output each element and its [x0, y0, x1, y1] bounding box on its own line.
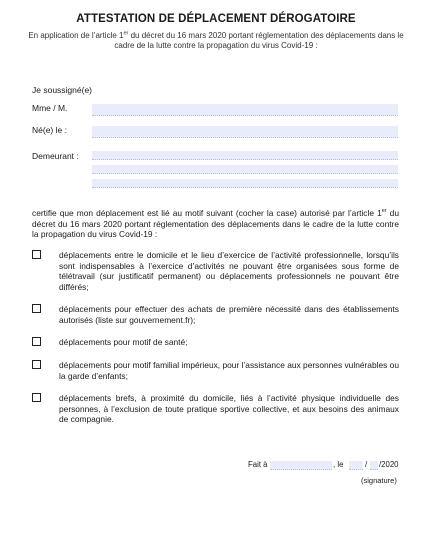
option-exercise-label: déplacements brefs, à proximité du domicile, liés à l’activité physique individuelle des personnes, à l’exclusion de toute pratique sportive collective, et aux besoins des animaux de compagnie. [59, 393, 399, 424]
subtitle-text: En application de l’article 1 [28, 31, 124, 40]
soussigne-label: Je soussigné(e) [32, 85, 93, 95]
option-purchases-label: déplacements pour effectuer des achats de première nécessité dans des établissements autorisés (liste sur gouvernement.fr); [59, 304, 399, 325]
birth-date-field[interactable] [92, 126, 398, 138]
place-field[interactable] [270, 461, 332, 470]
document-subtitle [28, 31, 404, 51]
day-field[interactable] [349, 461, 363, 470]
name-field[interactable] [92, 104, 398, 116]
certify-text-end: du décret du 16 mars 2020 portant réglementation des déplacements dans le cadre de la lutte contre la propagation du virus Covid-19 : [32, 208, 399, 239]
option-health-label: déplacements pour motif de santé; [59, 337, 188, 347]
checkbox-family[interactable] [32, 360, 41, 369]
checkbox-exercise[interactable] [32, 393, 41, 402]
date-separator: / [365, 460, 368, 469]
subtitle-text-end: du décret du 16 mars 2020 portant réglementation des déplacements dans le cadre de la lutte contre la propagation du virus Covid-19 : [114, 31, 404, 50]
month-field[interactable] [370, 461, 378, 470]
address-field-line-3[interactable] [92, 179, 398, 188]
address-field-line-1[interactable] [92, 151, 398, 160]
subtitle-superscript: er [123, 30, 129, 37]
address-field-line-2[interactable] [92, 165, 398, 174]
birth-date-label: Né(e) le : [32, 125, 67, 135]
address-label: Demeurant : [32, 151, 79, 161]
certify-superscript: er [381, 208, 387, 215]
checkbox-health[interactable] [32, 337, 41, 346]
name-label: Mme / M. [32, 103, 68, 113]
checkbox-professional[interactable] [32, 250, 41, 259]
certify-paragraph [32, 208, 399, 240]
year-label: /2020 [379, 460, 399, 469]
option-family-label: déplacements pour motif familial impérieux, pour l’assistance aux personnes vulnérables ou la garde d’enfants; [59, 360, 399, 381]
option-professional-label: déplacements entre le domicile et le lieu d’exercice de l’activité professionnelle, lorsqu’ils sont indispensables à l’exercice d’activités ne pouvant être organisées sous forme de télétravail (sur justificatif permanent) ou déplacements professionnels ne pouvant être différés; [59, 250, 399, 292]
certify-text: certifie que mon déplacement est lié au motif suivant (cocher la case) autorisé par l’article 1 [32, 208, 382, 218]
le-label: , le [333, 460, 344, 469]
checkbox-purchases[interactable] [32, 304, 41, 313]
fait-a-label: Fait à [248, 460, 268, 469]
signature-label: (signature) [361, 476, 397, 485]
document-title: ATTESTATION DE DÉPLACEMENT DÉROGATOIRE [76, 13, 356, 25]
